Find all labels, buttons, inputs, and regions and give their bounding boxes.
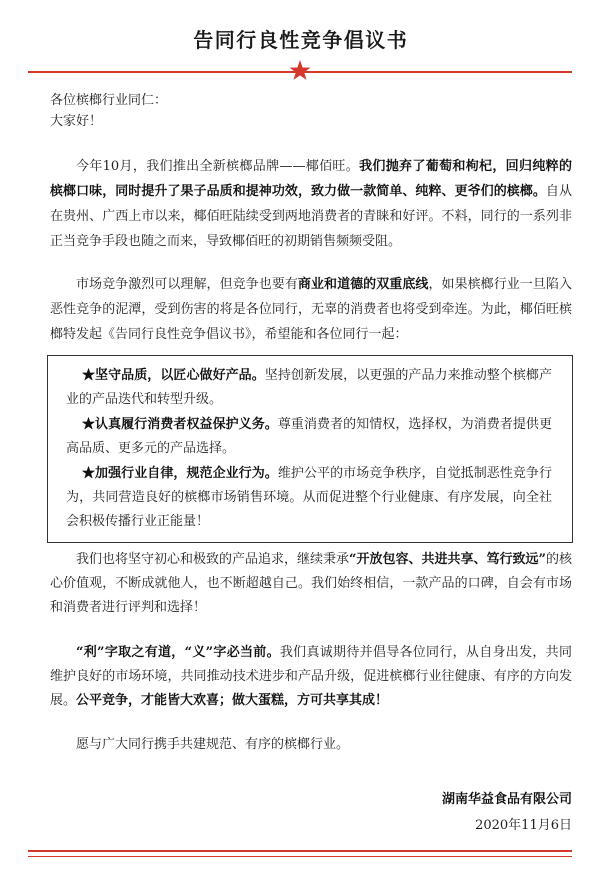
salutation: 各位槟榔行业同仁：	[50, 93, 168, 108]
star-icon	[288, 59, 312, 83]
document-title: 告同行良性竞争倡议书	[193, 28, 409, 52]
paragraph-text: 我们也将坚守初心和极致的产品追求，继续秉承	[76, 552, 350, 567]
initiative-heading: ★加强行业自律，规范企业行为。	[82, 466, 278, 481]
initiative-item	[66, 462, 552, 534]
paragraph-closing: 愿与广大同行携手共建规范、有序的槟榔行业。	[76, 737, 350, 752]
signature-block	[442, 788, 572, 838]
greeting: 大家好！	[50, 114, 103, 129]
paragraph-emphasis: “开放包容、共进共享、笃行致远”	[349, 552, 546, 567]
paragraph-values	[50, 548, 572, 620]
paragraph-text: 市场竞争激烈可以理解，但竞争也要有	[76, 277, 298, 292]
initiative-item	[66, 364, 552, 412]
paragraph-text: 今年10月，我们推出全新槟榔品牌——椰佰旺。	[76, 159, 360, 174]
paragraph-intro	[50, 154, 572, 254]
paragraph-emphasis: 商业和道德的双重底线	[297, 277, 429, 292]
initiative-item	[66, 413, 552, 461]
initiative-text: 坚持创新发展，以更强的产品力来推动整个槟榔产业的产品迭代和转型升级。	[66, 368, 552, 407]
paragraph-competition	[50, 272, 572, 347]
star-shape	[290, 60, 311, 80]
signature-date: 2020年11月6日	[475, 818, 572, 833]
paragraph-text: 我们真诚期待并倡导各位同行，从自身出发，共同维护良好的市场环境，共同推动技术进步和产品升级，促进槟榔行业往健康、有序的方向发展。	[50, 645, 572, 708]
initiative-heading: ★认真履行消费者权益保护义务。	[82, 417, 278, 432]
initiatives-box	[47, 355, 573, 543]
paragraph-appeal	[50, 641, 572, 713]
initiative-heading: ★坚守品质，以匠心做好产品。	[82, 368, 265, 383]
paragraph-emphasis: “利”字取之有道，“义”字必当前。	[76, 645, 280, 660]
paragraph-emphasis: 公平竞争，才能皆大欢喜；做大蛋糕，方可共享其成！	[76, 693, 389, 708]
bottom-divider-thick	[28, 850, 572, 852]
paragraph-emphasis: 我们抛弃了葡萄和枸杞，回归纯粹的槟榔口味，同时提升了果子品质和提神功效，致力做一款简单、纯粹、更爷们的槟榔。	[50, 159, 572, 199]
letter-body	[50, 90, 572, 757]
bottom-divider-thin	[28, 856, 572, 857]
initiative-text: 尊重消费者的知情权，选择权，为消费者提供更高品质、更多元的产品选择。	[66, 417, 552, 456]
company-name: 湖南华益食品有限公司	[441, 792, 572, 807]
paragraph-text: ，如果槟榔行业一旦陷入恶性竞争的泥潭，受到伤害的将是各位同行，无辜的消费者也将受到牵连。为此，椰佰旺槟榔特发起《告同行良性竞争倡议书》，希望能和各位同行一起：	[50, 277, 572, 342]
paragraph-text: 自从在贵州、广西上市以来，椰佰旺陆续受到两地消费者的青睐和好评。不料，同行的一系列非正当竞争手段也随之而来，导致椰佰旺的初期销售频频受阻。	[50, 184, 572, 249]
initiative-text: 维护公平的市场竞争秩序，自觉抵制恶性竞争行为，共同营造良好的槟榔市场销售环境。从而促进整个行业健康、有序发展，向全社会积极传播行业正能量！	[66, 466, 552, 529]
paragraph-text: 的核心价值观，不断成就他人，也不断超越自己。我们始终相信，一款产品的口碑，自会有市场和消费者进行评判和选择！	[50, 552, 572, 615]
